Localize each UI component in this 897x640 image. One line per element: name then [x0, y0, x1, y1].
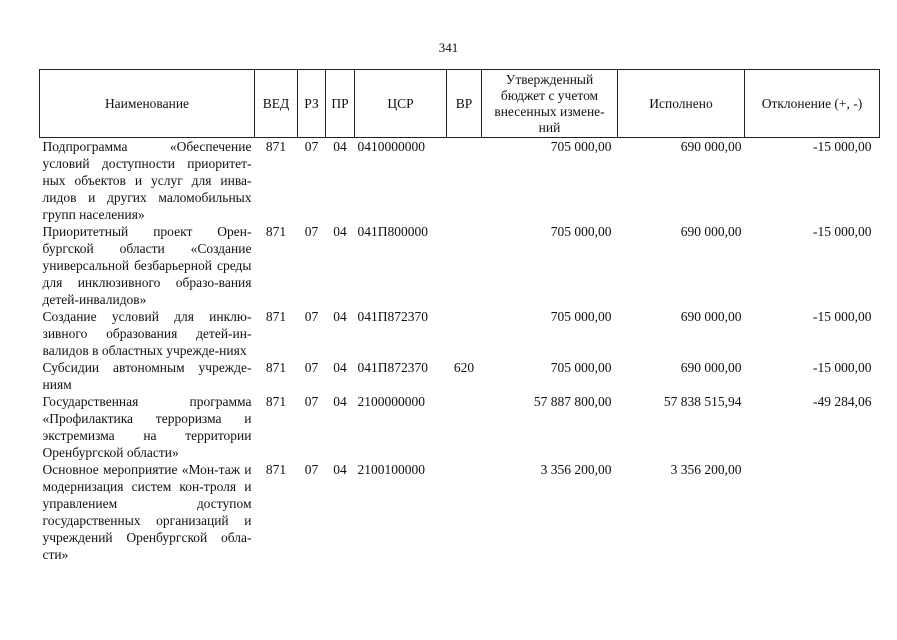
row-pr: 04	[333, 462, 347, 477]
row-pr: 04	[333, 139, 347, 154]
row-csr: 2100000000	[357, 394, 425, 409]
table-row	[40, 359, 880, 393]
page-number: 341	[438, 40, 459, 55]
row-approved: 3 356 200,00	[540, 462, 612, 477]
row-approved: 705 000,00	[550, 360, 612, 375]
row-ved: 871	[265, 360, 287, 375]
header-deviation: Отклонение (+, -)	[745, 70, 880, 138]
row-ved: 871	[265, 309, 287, 324]
row-executed: 3 356 200,00	[670, 462, 742, 477]
row-executed: 690 000,00	[680, 360, 742, 375]
row-ved: 871	[265, 394, 287, 409]
row-approved: 57 887 800,00	[533, 394, 612, 409]
row-executed: 690 000,00	[680, 309, 742, 324]
row-rz: 07	[304, 309, 319, 324]
row-deviation: -15 000,00	[813, 224, 872, 239]
row-rz: 07	[304, 224, 319, 239]
row-vr	[447, 223, 482, 308]
header-rz: РЗ	[298, 70, 326, 138]
row-csr: 2100100000	[357, 462, 425, 477]
header-vr: ВР	[447, 70, 482, 138]
row-executed: 690 000,00	[680, 139, 742, 154]
row-vr	[447, 461, 482, 563]
row-deviation: -49 284,06	[813, 394, 872, 409]
row-name: Подпрограмма «Обеспечение условий доступности приоритет-ных объектов и услуг для инва-лидов и других маломобильных групп населения»	[42, 139, 252, 222]
row-vr	[447, 308, 482, 359]
row-deviation: -15 000,00	[813, 309, 872, 324]
row-pr: 04	[333, 360, 347, 375]
row-ved: 871	[265, 224, 287, 239]
row-csr: 0410000000	[357, 139, 425, 154]
row-pr: 04	[333, 394, 347, 409]
row-executed: 57 838 515,94	[663, 394, 742, 409]
row-csr: 041П872370	[357, 309, 428, 324]
row-name: Основное мероприятие «Мон-таж и модернизация систем кон-троля и управлением доступом государственных организаций и учреждений Оренбургской обла-сти»	[42, 462, 252, 562]
row-approved: 705 000,00	[550, 309, 612, 324]
table-row	[40, 461, 880, 563]
row-deviation	[745, 461, 880, 563]
row-rz: 07	[304, 360, 319, 375]
row-name: Приоритетный проект Орен-бургской области «Создание универсальной безбарьерной среды для инклюзивного образо-вания детей-инвалидов»	[42, 224, 252, 307]
header-pr: ПР	[326, 70, 355, 138]
header-csr: ЦСР	[355, 70, 447, 138]
row-rz: 07	[304, 462, 319, 477]
row-pr: 04	[333, 224, 347, 239]
row-vr	[447, 393, 482, 461]
budget-table	[39, 69, 880, 563]
row-pr: 04	[333, 309, 347, 324]
header-ved: ВЕД	[255, 70, 298, 138]
table-row	[40, 138, 880, 224]
header-executed: Исполнено	[618, 70, 745, 138]
row-approved: 705 000,00	[550, 139, 612, 154]
row-rz: 07	[304, 394, 319, 409]
row-name: Государственная программа «Профилактика терроризма и экстремизма на территории Оренбургской области»	[42, 394, 252, 460]
table-row	[40, 223, 880, 308]
table-row	[40, 393, 880, 461]
row-csr: 041П872370	[357, 360, 428, 375]
row-vr: 620	[453, 360, 475, 375]
row-approved: 705 000,00	[550, 224, 612, 239]
row-ved: 871	[265, 462, 287, 477]
row-ved: 871	[265, 139, 287, 154]
header-approved: Утвержденный бюджет с учетом внесенных измене-ний	[482, 70, 618, 138]
row-vr	[447, 138, 482, 224]
row-deviation: -15 000,00	[813, 360, 872, 375]
row-rz: 07	[304, 139, 319, 154]
table-row	[40, 308, 880, 359]
row-executed: 690 000,00	[680, 224, 742, 239]
row-csr: 041П800000	[357, 224, 428, 239]
table-header-row	[40, 70, 880, 138]
row-deviation: -15 000,00	[813, 139, 872, 154]
header-name: Наименование	[40, 70, 255, 138]
row-name: Субсидии автономным учрежде-ниям	[42, 360, 252, 392]
row-name: Создание условий для инклю-зивного образования детей-ин-валидов в областных учрежде-ниях	[42, 309, 252, 358]
